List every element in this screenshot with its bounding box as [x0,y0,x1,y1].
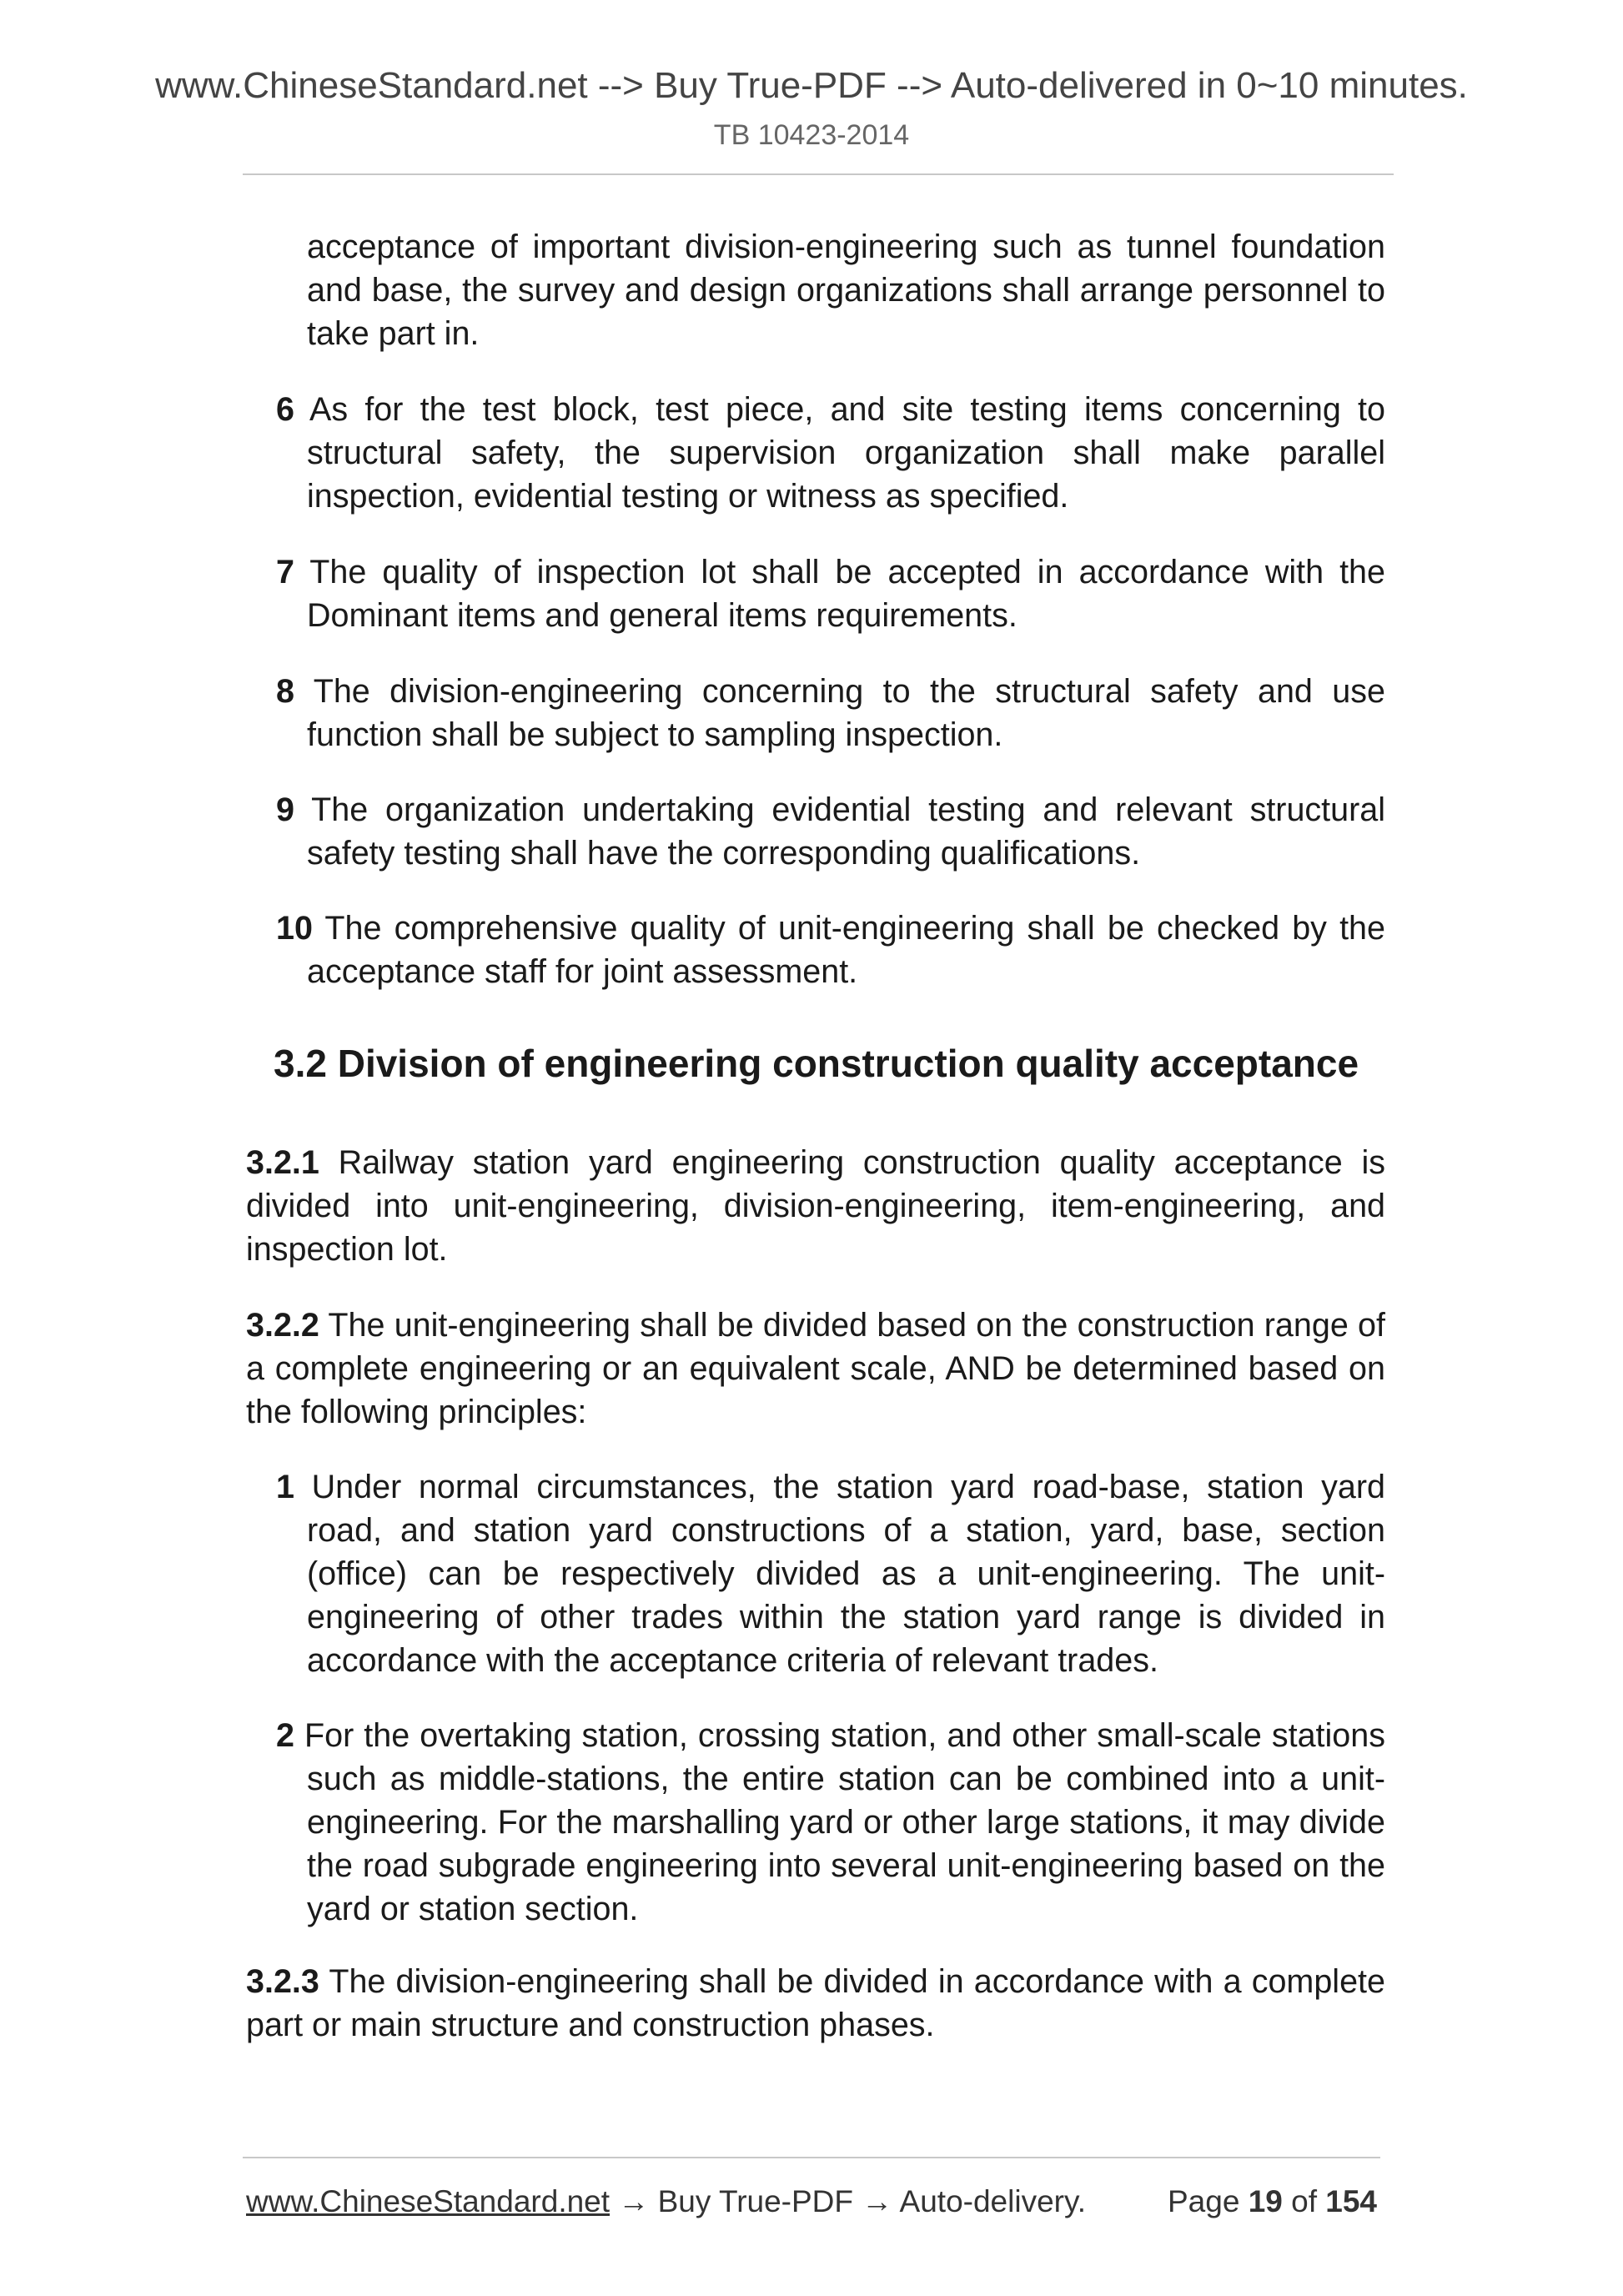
footer-auto-text: Auto-delivery. [899,2184,1087,2218]
item-text: The division-engineering concerning to the structural safety and use function shall be subject to sampling inspection. [307,673,1385,753]
arrow-right-icon: → [862,2184,893,2218]
list-item-2 [276,1714,1385,1931]
clause-3-2-2 [246,1304,1385,1434]
item-text: Under normal circumstances, the station yard road-base, station yard road, and station yard constructions of a station, yard, base, section (office) can be respectively divided as a unit-engineering. The unit-engineering of other trades within the station yard range is divided in accordance with the acceptance criteria of relevant trades. [307,1469,1385,1679]
item-number: 1 [276,1469,294,1505]
item-text: For the overtaking station, crossing station, and other small-scale stations such as middle-stations, the entire station can be combined into a unit-engineering. For the marshalling yard or other large stations, it may divide the road subgrade engineering into several unit-engineering based on the yard or station section. [304,1717,1385,1927]
clause-text: The division-engineering shall be divided in accordance with a complete part or main structure and construction phases. [246,1963,1385,2043]
clause-text: The unit-engineering shall be divided based on the construction range of a complete engineering or an equivalent scale, AND be determined based on the following principles: [246,1307,1385,1430]
item-number: 8 [276,673,294,710]
page-label: Page [1167,2184,1240,2218]
item-number: 9 [276,791,294,828]
header-divider [243,173,1394,175]
list-item-10 [276,907,1385,993]
footer-site-link[interactable]: www.ChineseStandard.net [246,2184,611,2218]
document-code: TB 10423-2014 [713,119,910,151]
list-item-9 [276,788,1385,875]
item-number: 2 [276,1717,294,1754]
item-text: As for the test block, test piece, and site testing items concerning to structural safety, the supervision organization shall make parallel inspection, evidential testing or witness as specified. [307,391,1385,515]
item-text: The comprehensive quality of unit-engineering shall be checked by the acceptance staff for joint assessment. [307,910,1385,990]
footer-buy-text: Buy True-PDF [657,2184,854,2218]
clause-3-2-3 [246,1960,1385,2047]
footer-promo [246,2180,1086,2223]
list-item-1 [276,1465,1385,1682]
clause-text: Railway station yard engineering construction quality acceptance is divided into unit-engineering, division-engineering, item-engineering, and inspection lot. [246,1144,1385,1268]
site-banner: www.ChineseStandard.net --> Buy True-PDF --> Auto-delivered in 0~10 minutes. [155,65,1468,106]
item-text: The quality of inspection lot shall be accepted in accordance with the Dominant items and general items requirements. [307,554,1385,634]
section-heading: 3.2 Division of engineering construction quality acceptance [274,1042,1359,1085]
continuation-paragraph: acceptance of important division-engineering such as tunnel foundation and base, the survey and design organizations shall arrange personnel to take part in. [307,229,1385,352]
item-text: The organization undertaking evidential testing and relevant structural safety testing shall have the corresponding qualifications. [307,791,1386,872]
current-page: 19 [1248,2184,1283,2218]
clause-number: 3.2.3 [246,1963,319,2000]
footer-divider [243,2157,1380,2158]
item-number: 6 [276,391,294,428]
item-number: 10 [276,910,313,947]
total-pages: 154 [1325,2184,1377,2218]
page-footer [246,2180,1377,2223]
arrow-right-icon: → [618,2184,650,2218]
list-item-7 [276,550,1385,637]
item-number: 7 [276,554,294,590]
clause-3-2-1 [246,1141,1385,1271]
page-number [1168,2180,1377,2223]
list-item-8 [276,670,1385,756]
list-item-6 [276,388,1385,518]
clause-number: 3.2.2 [246,1307,319,1344]
clause-number: 3.2.1 [246,1144,319,1181]
of-label: of [1291,2184,1317,2218]
